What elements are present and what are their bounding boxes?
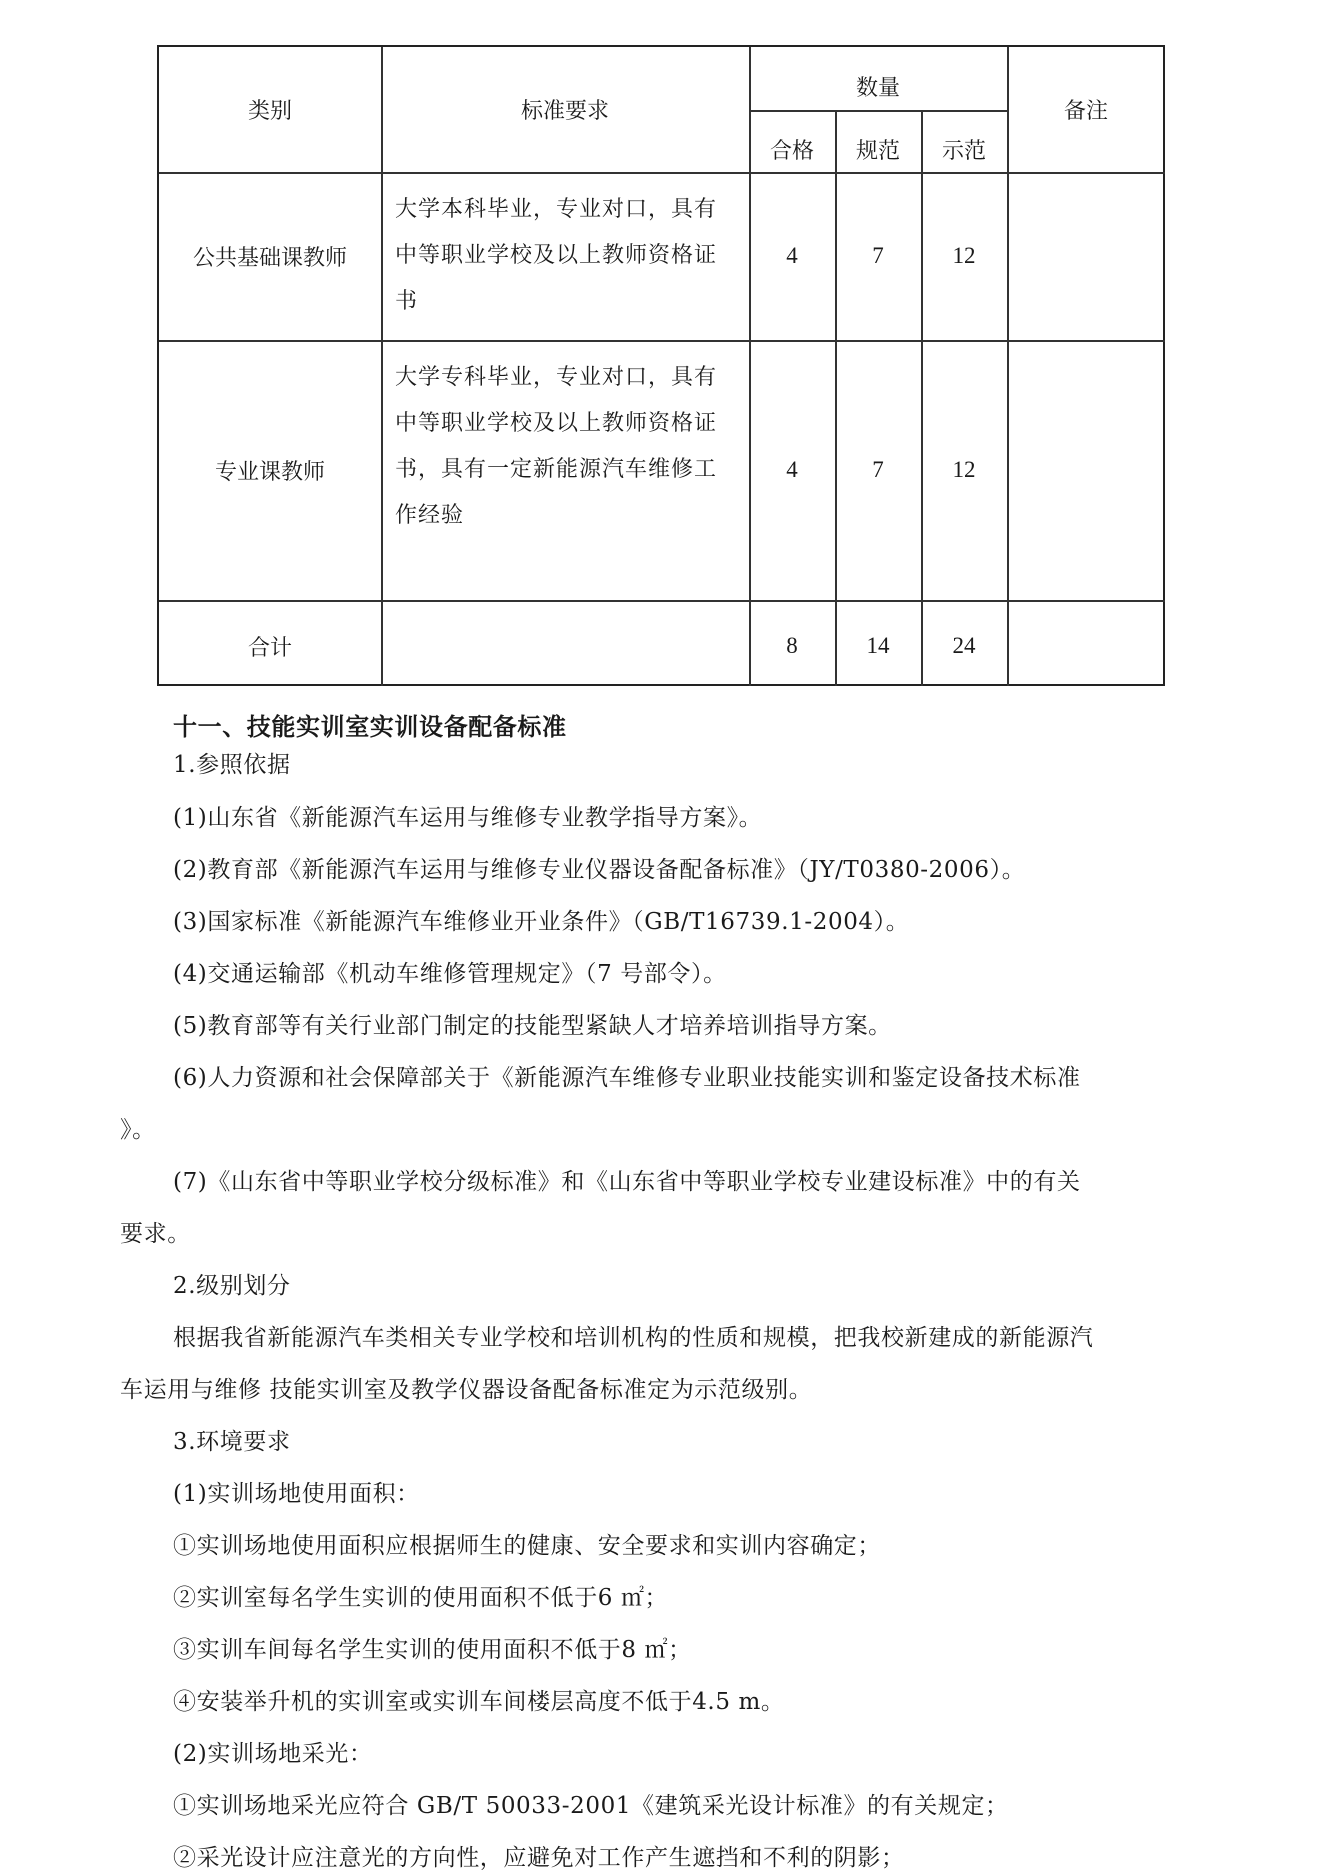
row-demonstration-count: 12 xyxy=(952,457,976,482)
reference-item: (7)《山东省中等职业学校分级标准》和《山东省中等职业学校专业建设标准》中的有关 xyxy=(173,1169,1081,1195)
requirement-line: 大学本科毕业，专业对口，具有 xyxy=(395,197,718,222)
row-category: 专业课教师 xyxy=(214,459,325,485)
row-demonstration-count: 12 xyxy=(952,243,976,268)
header-requirement: 标准要求 xyxy=(520,99,609,124)
header-quantity: 数量 xyxy=(855,75,900,101)
reference-item-continued: 要求。 xyxy=(120,1221,191,1247)
requirement-line: 中等职业学校及以上教师资格证 xyxy=(395,411,718,436)
row-remark xyxy=(1007,172,1165,340)
header-level-standard: 规范 xyxy=(855,138,900,164)
row-qualified-count: 4 xyxy=(786,243,798,268)
area-item: ④安装举升机的实训室或实训车间楼层高度不低于4.5 m。 xyxy=(173,1689,785,1715)
level-paragraph: 根据我省新能源汽车类相关专业学校和培训机构的性质和规模，把我校新建成的新能源汽 xyxy=(173,1325,1094,1351)
reference-item: (4)交通运输部《机动车维修管理规定》（7 号部令）。 xyxy=(173,961,727,987)
area-item: ①实训场地使用面积应根据师生的健康、安全要求和实训内容确定； xyxy=(173,1533,881,1559)
header-level-demonstration: 示范 xyxy=(941,138,986,164)
total-standard-count: 14 xyxy=(866,633,890,658)
header-remark: 备注 xyxy=(1063,99,1108,124)
reference-item: (2)教育部《新能源汽车运用与维修专业仪器设备配备标准》（JY/T0380-2006）。 xyxy=(173,857,1026,883)
row-standard-count: 7 xyxy=(872,243,884,268)
row-category: 公共基础课教师 xyxy=(192,245,347,271)
lighting-title: (2)实训场地采光： xyxy=(173,1741,373,1767)
lighting-item: ①实训场地采光应符合 GB/T 50033-2001《建筑采光设计标准》的有关规定； xyxy=(173,1793,1009,1819)
header-category: 类别 xyxy=(247,99,292,124)
reference-item: (1)山东省《新能源汽车运用与维修专业教学指导方案》。 xyxy=(173,805,763,831)
requirement-line: 大学专科毕业，专业对口，具有 xyxy=(395,365,718,390)
row-requirement xyxy=(395,355,740,539)
row-requirement xyxy=(395,187,740,325)
lighting-item: ②采光设计应注意光的方向性，应避免对工作产生遮挡和不利的阴影； xyxy=(173,1845,905,1871)
requirement-line: 中等职业学校及以上教师资格证 xyxy=(395,243,718,268)
header-level-qualified: 合格 xyxy=(769,138,814,164)
total-demonstration-count: 24 xyxy=(952,633,976,658)
total-remark xyxy=(1007,600,1165,686)
area-title: (1)实训场地使用面积： xyxy=(173,1481,420,1507)
reference-item: (5)教育部等有关行业部门制定的技能型紧缺人才培养培训指导方案。 xyxy=(173,1013,892,1039)
staffing-table xyxy=(157,45,1165,686)
level-paragraph-continued: 车运用与维修 技能实训室及教学仪器设备配备标准定为示范级别。 xyxy=(120,1377,813,1403)
subsection-reference-basis: 1.参照依据 xyxy=(173,752,291,778)
area-item: ②实训室每名学生实训的使用面积不低于6 ㎡； xyxy=(173,1585,669,1611)
reference-item: (3)国家标准《新能源汽车维修业开业条件》（GB/T16739.1-2004）。 xyxy=(173,909,910,935)
reference-item: (6)人力资源和社会保障部关于《新能源汽车维修专业职业技能实训和鉴定设备技术标准 xyxy=(173,1065,1081,1091)
section-title: 十一、技能实训室实训设备配备标准 xyxy=(173,713,567,741)
total-qualified-count: 8 xyxy=(786,633,798,658)
requirement-line: 书，具有一定新能源汽车维修工 xyxy=(395,457,718,482)
row-remark xyxy=(1007,340,1165,600)
requirement-line: 作经验 xyxy=(395,503,465,528)
reference-item-continued: 》。 xyxy=(120,1117,156,1143)
row-qualified-count: 4 xyxy=(786,457,798,482)
area-item: ③实训车间每名学生实训的使用面积不低于8 ㎡； xyxy=(173,1637,692,1663)
subsection-level-division: 2.级别划分 xyxy=(173,1273,291,1299)
subsection-environment: 3.环境要求 xyxy=(173,1429,291,1455)
total-label: 合计 xyxy=(247,635,292,661)
requirement-line: 书 xyxy=(395,289,419,314)
row-standard-count: 7 xyxy=(872,457,884,482)
